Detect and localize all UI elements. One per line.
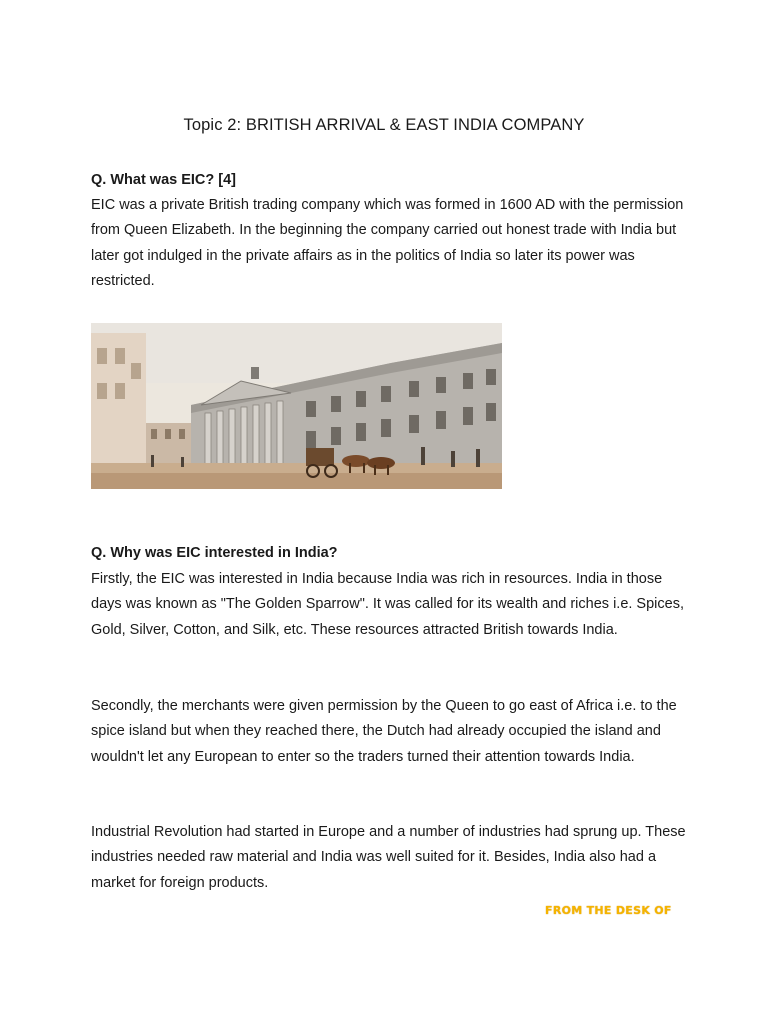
page-title: Topic 2: BRITISH ARRIVAL & EAST INDIA COMPANY <box>183 116 585 134</box>
answer-what-was-eic <box>91 193 691 295</box>
answer-reason-3 <box>91 820 691 896</box>
paragraph-reason-2: Secondly, the merchants were given permission by the Queen to go east of Africa i.e. to the spice island but when they reached there, the Dutch had already occupied the island and wouldn't let any European to enter so the traders turned their attention towards India. <box>91 698 677 765</box>
paragraph-reason-3: Industrial Revolution had started in Europe and a number of industries had sprung up. These industries needed raw material and India was well suited for it. Besides, India also had a market for foreign products. <box>91 824 686 891</box>
answer-reason-1 <box>91 567 691 643</box>
paragraph-reason-1: Firstly, the EIC was interested in India because India was rich in resources. India in those days was known as "The Golden Sparrow". It was called for its wealth and riches i.e. Spices, Gold, Silver, Cotton, and Silk, etc. These resources attracted British towards India. <box>91 571 684 638</box>
from-the-desk-stamp: FROM THE DESK OF <box>545 904 672 917</box>
answer-reason-2 <box>91 694 691 770</box>
question-why-interested: Q. Why was EIC interested in India? <box>91 545 338 561</box>
east-india-house-illustration <box>91 323 502 489</box>
question-what-was-eic: Q. What was EIC? [4] <box>91 172 237 188</box>
answer-paragraph: EIC was a private British trading company which was formed in 1600 AD with the permission from Queen Elizabeth. In the beginning the company carried out honest trade with India but later got indulged in the private affairs as in the politics of India so later its power was restricted. <box>91 197 684 290</box>
